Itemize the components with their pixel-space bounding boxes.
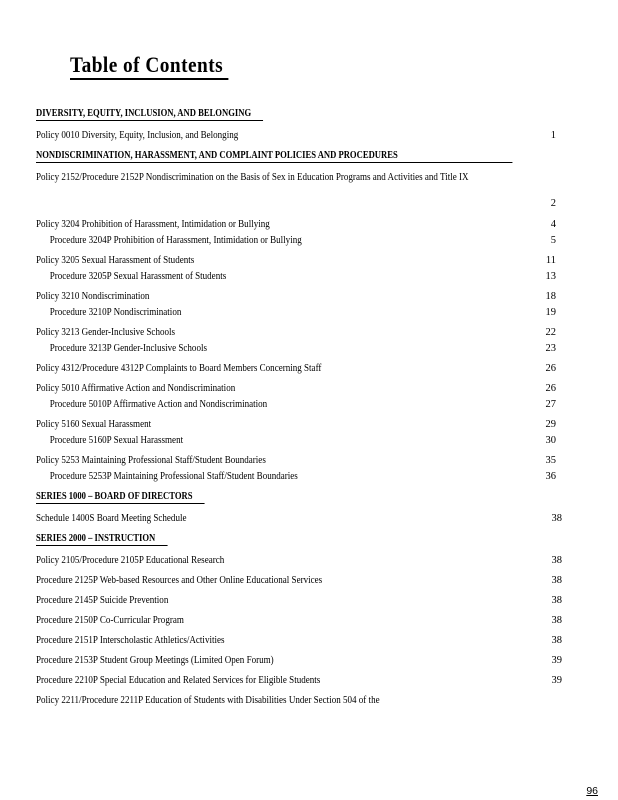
toc-entry[interactable] <box>36 326 556 339</box>
toc-entry[interactable] <box>36 382 556 395</box>
toc-entry-text: Procedure 2153P Student Group Meetings (Limited Open Forum) <box>36 655 274 666</box>
page-title: Table of Contents <box>70 52 228 80</box>
toc-entry[interactable] <box>36 554 562 567</box>
toc-entry-page: 23 <box>545 343 556 354</box>
toc-entry-text: Procedure 3210P Nondiscrimination <box>49 307 182 318</box>
toc-entry[interactable] <box>36 129 556 142</box>
toc-entry[interactable] <box>36 454 556 467</box>
toc-entry-page: 4 <box>550 219 556 230</box>
toc-entry-text: Policy 0010 Diversity, Equity, Inclusion, and Belonging <box>36 130 239 141</box>
toc-entry-page: 19 <box>545 307 556 318</box>
toc-entry-page: 29 <box>545 419 556 430</box>
toc-entry-page: 26 <box>545 363 556 374</box>
toc-entry-page: 38 <box>551 635 562 646</box>
toc-entry-text: Policy 2152/Procedure 2152P Nondiscrimination on the Basis of Sex in Education Programs and Activities and Title IX <box>36 172 469 183</box>
toc-entry[interactable] <box>36 674 562 687</box>
toc-entry-text: Procedure 3204P Prohibition of Harassment, Intimidation or Bullying <box>49 235 302 246</box>
section-heading <box>36 150 556 163</box>
toc-entry[interactable] <box>36 270 556 283</box>
toc-entry-text: Policy 2211/Procedure 2211P Education of Students with Disabilities Under Section 504 of the <box>36 695 380 706</box>
toc-entry-text: Policy 5253 Maintaining Professional Staff/Student Boundaries <box>36 455 266 466</box>
toc-entry-text: Procedure 5253P Maintaining Professional Staff/Student Boundaries <box>49 471 298 482</box>
toc-entry-page: 38 <box>551 595 562 606</box>
toc-entry-page: 2 <box>550 198 556 209</box>
toc-entry[interactable] <box>36 171 556 211</box>
toc-entry-text: Policy 5010 Affirmative Action and Nondiscrimination <box>36 383 236 394</box>
toc-entry[interactable] <box>36 418 556 431</box>
toc-entry-text: Policy 4312/Procedure 4312P Complaints to Board Members Concerning Staff <box>36 363 322 374</box>
toc-entry[interactable] <box>36 290 556 303</box>
toc-entry-page: 39 <box>551 675 562 686</box>
toc-entry-page: 1 <box>550 130 556 141</box>
toc-entry-text: Policy 3213 Gender-Inclusive Schools <box>36 327 176 338</box>
toc-entry[interactable] <box>36 254 556 267</box>
section-heading <box>36 491 556 504</box>
page-number: 96 <box>586 785 598 797</box>
toc-entry[interactable] <box>36 594 562 607</box>
toc-entry-text: Procedure 2151P Interscholastic Athletics/Activities <box>36 635 225 646</box>
toc-entry-text: Procedure 5010P Affirmative Action and Nondiscrimination <box>49 399 268 410</box>
toc-entry-page: 26 <box>545 383 556 394</box>
toc-entry[interactable] <box>36 512 562 525</box>
section-heading-text: DIVERSITY, EQUITY, INCLUSION, AND BELONGING <box>36 108 263 121</box>
toc-entry-page: 38 <box>551 555 562 566</box>
toc-entry-text: Procedure 2125P Web-based Resources and Other Online Educational Services <box>36 575 323 586</box>
toc-entry-text: Policy 3204 Prohibition of Harassment, Intimidation or Bullying <box>36 219 270 230</box>
toc-entry[interactable] <box>36 634 562 647</box>
toc-entry[interactable] <box>36 574 562 587</box>
toc-entry[interactable] <box>36 306 556 319</box>
toc-entry[interactable] <box>36 654 562 667</box>
toc-entry-text: Procedure 2145P Suicide Prevention <box>36 595 169 606</box>
toc-entry-page: 18 <box>545 291 556 302</box>
toc-entry-text: Policy 5160 Sexual Harassment <box>36 419 152 430</box>
section-heading <box>36 533 556 546</box>
toc-entry-page: 11 <box>545 255 556 266</box>
toc-entry-page: 36 <box>545 471 556 482</box>
section-heading-text: SERIES 2000 – INSTRUCTION <box>36 533 167 546</box>
toc-entry-page: 38 <box>551 513 562 524</box>
toc-entry[interactable] <box>36 234 556 247</box>
toc-entry-page: 38 <box>551 575 562 586</box>
toc-entry-page: 39 <box>551 655 562 666</box>
toc-entry-page: 35 <box>545 455 556 466</box>
toc-entry[interactable] <box>36 614 562 627</box>
section-heading-text: SERIES 1000 – BOARD OF DIRECTORS <box>36 491 205 504</box>
section-heading <box>36 108 556 121</box>
toc-entry[interactable] <box>36 398 556 411</box>
toc-entry-page: 22 <box>545 327 556 338</box>
toc-entry-text: Schedule 1400S Board Meeting Schedule <box>36 513 187 524</box>
toc-entry-text: Procedure 3205P Sexual Harassment of Students <box>49 271 227 282</box>
toc-entry-page: 30 <box>545 435 556 446</box>
toc-entry-text: Policy 3205 Sexual Harassment of Students <box>36 255 195 266</box>
toc-entry-page: 5 <box>550 235 556 246</box>
toc-entry-page: 27 <box>545 399 556 410</box>
toc-entry[interactable] <box>36 342 556 355</box>
toc-entry-text: Procedure 5160P Sexual Harassment <box>49 435 184 446</box>
toc-entry-page: 13 <box>545 271 556 282</box>
toc-entry-page: 38 <box>551 615 562 626</box>
toc-entry-text: Policy 2105/Procedure 2105P Educational Research <box>36 555 225 566</box>
toc-entry-text: Procedure 2150P Co-Curricular Program <box>36 615 184 626</box>
toc-entry[interactable] <box>36 218 556 231</box>
section-heading-text: NONDISCRIMINATION, HARASSMENT, AND COMPLAINT POLICIES AND PROCEDURES <box>36 150 512 163</box>
toc-entry[interactable] <box>36 470 556 483</box>
toc-entry[interactable] <box>36 434 556 447</box>
toc-entry[interactable] <box>36 362 556 375</box>
toc-entry-text: Procedure 2210P Special Education and Related Services for Eligible Students <box>36 675 321 686</box>
toc-list <box>36 108 562 707</box>
toc-entry[interactable] <box>36 694 556 707</box>
toc-entry-text: Procedure 3213P Gender-Inclusive Schools <box>49 343 207 354</box>
toc-entry-text: Policy 3210 Nondiscrimination <box>36 291 150 302</box>
